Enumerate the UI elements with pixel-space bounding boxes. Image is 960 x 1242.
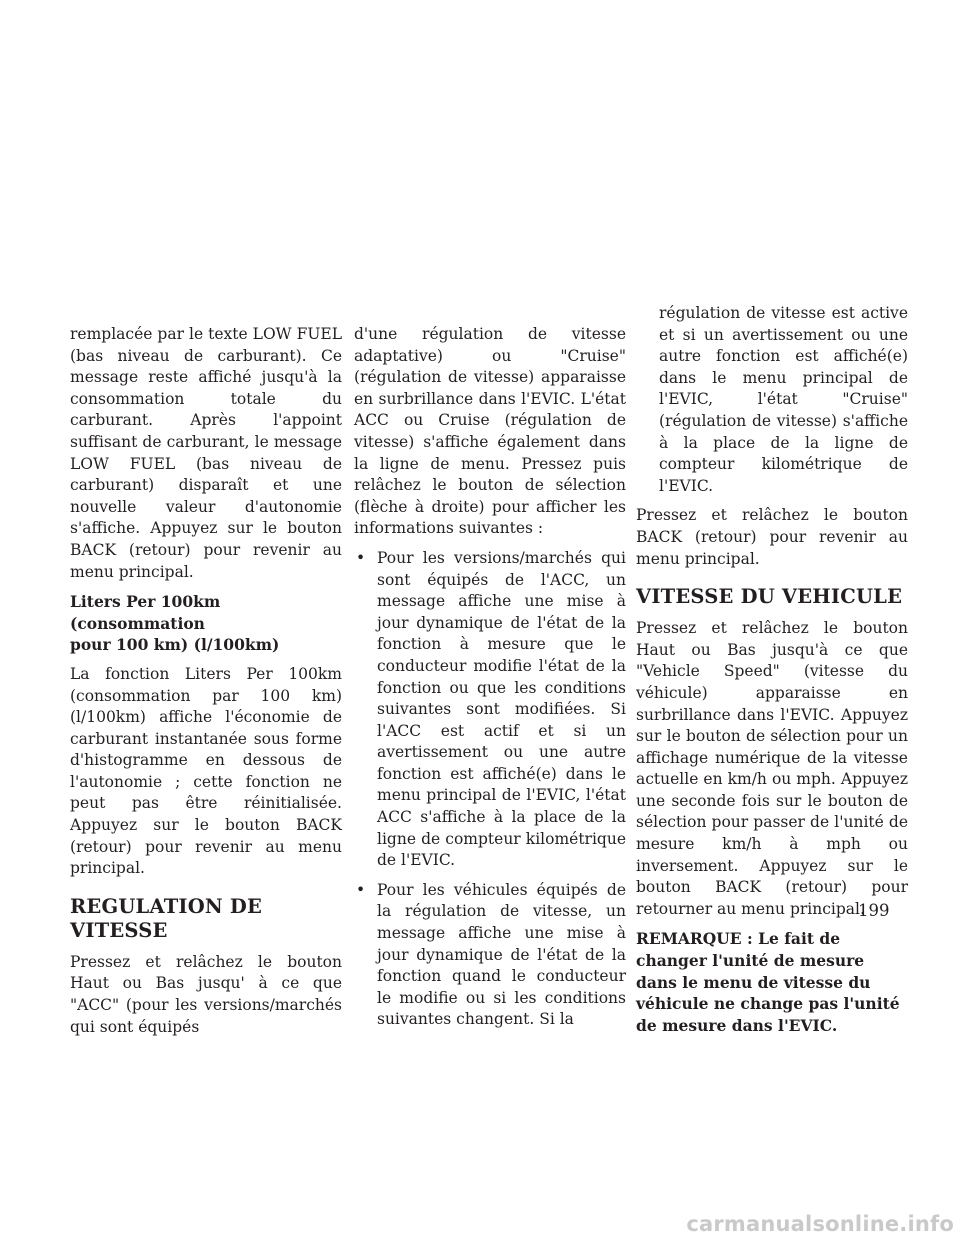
- subheading-line-2: pour 100 km) (l/100km): [70, 635, 280, 655]
- bullet-list: [354, 548, 626, 1031]
- column-middle: [354, 324, 626, 1039]
- paragraph-regulation-cont: d'une régulation de vitesse adaptative) ou "Cruise" (régulation de vitesse) apparaisse en surbrillance dans l'EVIC. L'état ACC ou Cruise (régulation de vitesse) s'affiche également dans la ligne de menu. Pressez puis relâchez le bouton de sélection (flèche à droite) pour afficher les informations suivantes :: [354, 325, 626, 538]
- paragraph-liters-per-100km: La fonction Liters Per 100km (consommation par 100 km) (l/100km) affiche l'économie de carburant instantanée sous forme d'histogramme en dessous de l'autonomie ; cette fonction ne peut pas être réinitialisée. Appuyez sur le bouton BACK (retour) pour revenir au menu principal.: [70, 664, 342, 878]
- subheading-liters-per-100km: [70, 591, 342, 656]
- watermark: carmanualsonline.info: [686, 1212, 954, 1236]
- column-right: [636, 303, 908, 1044]
- heading-vitesse-du-vehicule: VITESSE DU VEHICULE: [636, 585, 903, 609]
- list-item-cruise-text: Pour les véhicules équipés de la régulation de vitesse, un message affiche une mise à jour dynamique de l'état de la fonction quand le conducteur le modifie ou si les conditions suivantes changent. Si la: [377, 880, 626, 1029]
- bullet-list-cont: [636, 303, 908, 497]
- subheading-line-1: Liters Per 100km (consommation: [70, 592, 221, 633]
- paragraph-vehicle-speed: Pressez et relâchez le bouton Haut ou Bas jusqu'à ce que "Vehicle Speed" (vitesse du véhicule) apparaisse en surbrillance dans l'EVIC. Appuyez sur le bouton de sélection pour un affichage numérique de la vitesse actuelle en km/h ou mph. Appuyez une seconde fois sur le bouton de sélection pour passer de l'unité de mesure km/h à mph ou inversement. Appuyez sur le bouton BACK (retour) pour retourner au menu principal.: [636, 619, 908, 918]
- paragraph-low-fuel: remplacée par le texte LOW FUEL (bas niveau de carburant). Ce message reste affiché jusqu'à la consommation totale du carburant. Après l'appoint suffisant de carburant, le message LOW FUEL (bas niveau de carburant) disparaît et une nouvelle valeur d'autonomie s'affiche. Appuyez sur le bouton BACK (retour) pour revenir au menu principal.: [70, 325, 342, 581]
- list-item-cruise-cont: [643, 303, 908, 497]
- bullet-icon: •: [356, 548, 366, 567]
- heading-regulation-de-vitesse: REGULATION DE VITESSE: [70, 894, 263, 942]
- list-item-acc: [354, 548, 626, 872]
- page-number: 199: [858, 901, 890, 920]
- column-left: [70, 324, 342, 1046]
- paragraph-back-button: Pressez et relâchez le bouton BACK (retour) pour revenir au menu principal.: [636, 506, 908, 568]
- paragraph-regulation-intro: Pressez et relâchez le bouton Haut ou Bas jusqu' à ce que "ACC" (pour les versions/marchés qui sont équipés: [70, 952, 342, 1036]
- note-remarque: REMARQUE : Le fait de changer l'unité de mesure dans le menu de vitesse du véhicule ne change pas l'unité de mesure dans l'EVIC.: [636, 929, 900, 1035]
- list-item-acc-text: Pour les versions/marchés qui sont équipés de l'ACC, un message affiche une mise à jour dynamique de l'état de la fonction à mesure que le conducteur modifie l'état de la fonction ou que les conditions suivantes sont modifiées. Si l'ACC est actif et si un avertissement ou une autre fonction est affiché(e) dans le menu principal de l'EVIC, l'état ACC s'affiche à la place de la ligne de compteur kilométrique de l'EVIC.: [377, 548, 626, 870]
- list-item-cruise-cont-text: régulation de vitesse est active et si un avertissement ou une autre fonction est affiché(e) dans le menu principal de l'EVIC, l'état "Cruise" (régulation de vitesse) s'affiche à la place de la ligne de compteur kilométrique de l'EVIC.: [659, 304, 908, 495]
- bullet-icon: •: [356, 880, 366, 899]
- list-item-cruise: [354, 880, 626, 1031]
